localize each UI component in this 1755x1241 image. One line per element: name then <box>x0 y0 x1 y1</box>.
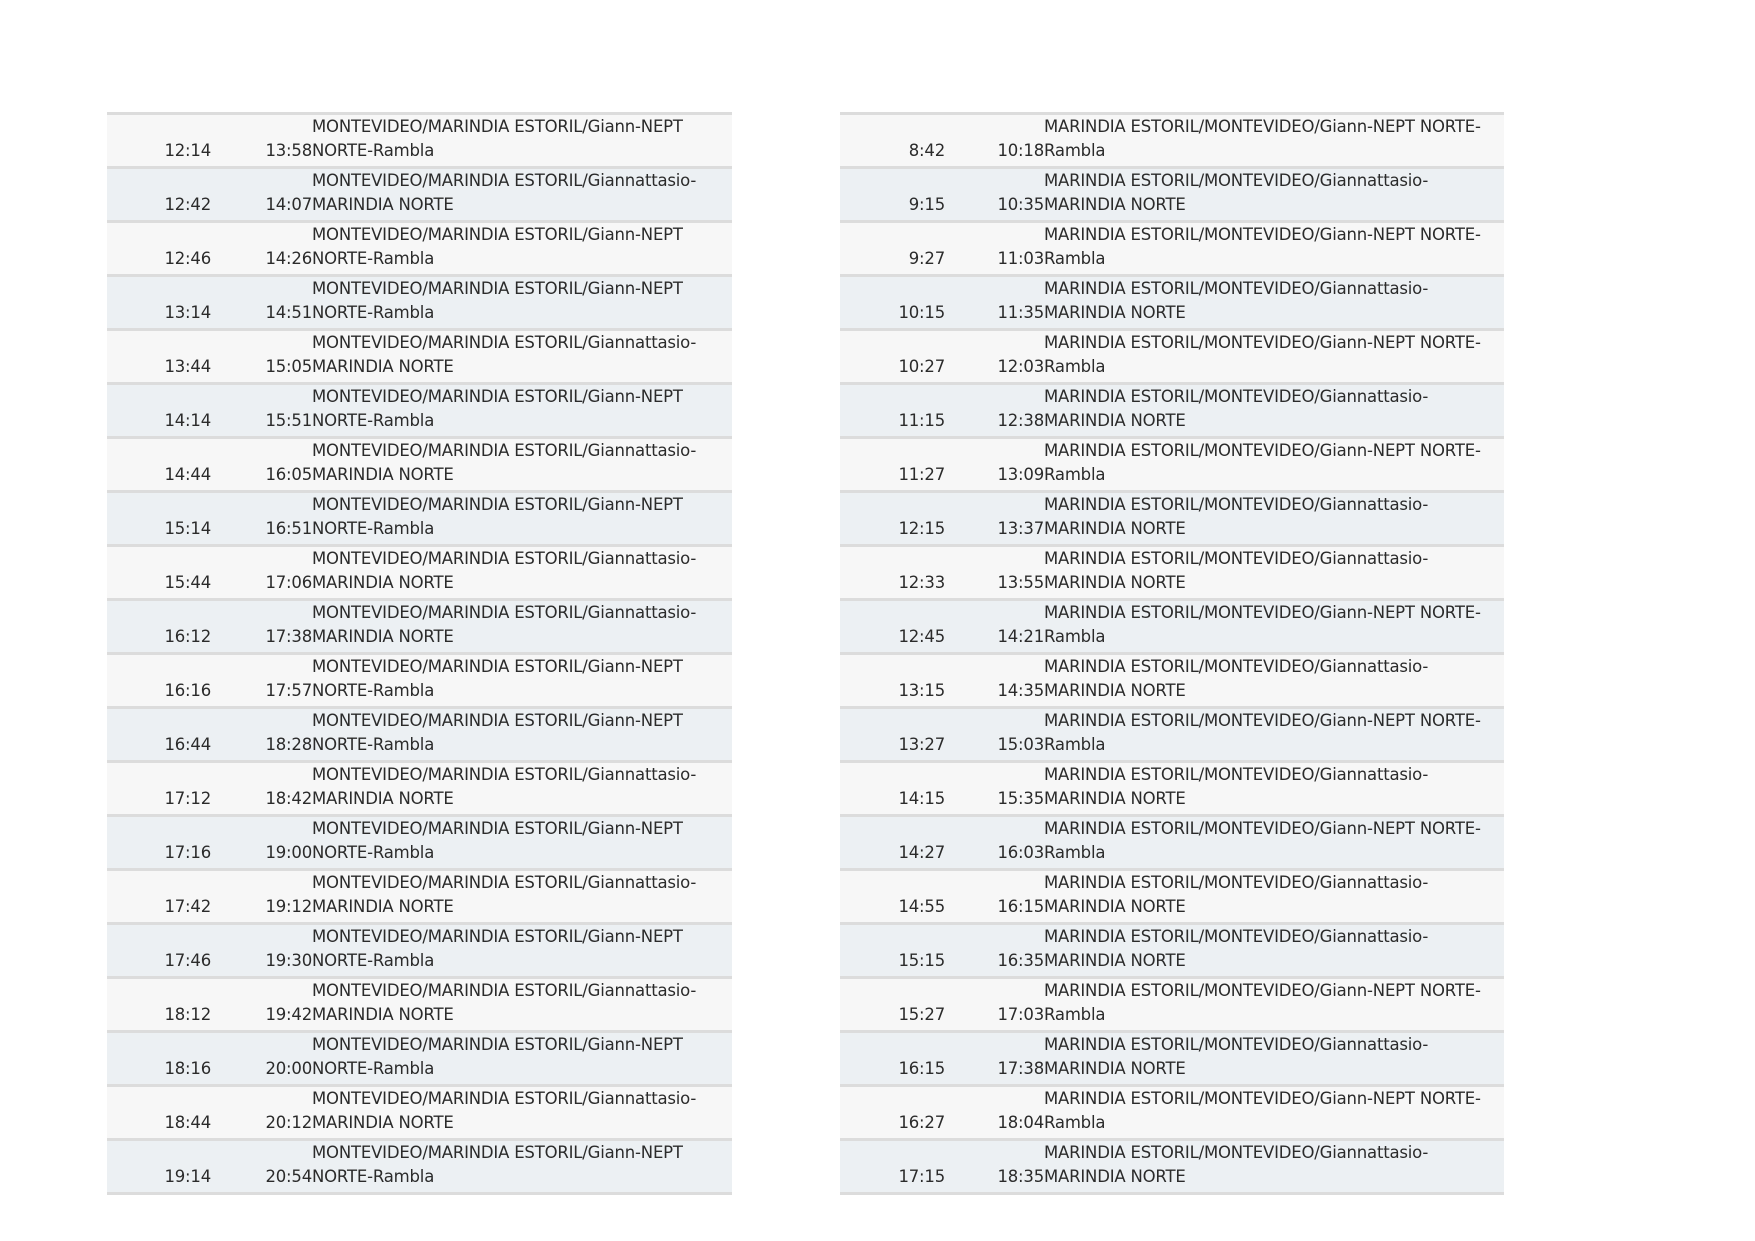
route-description: MONTEVIDEO/MARINDIA ESTORIL/Giann-NEPT NORTE-Rambla <box>312 279 683 322</box>
route-description: MONTEVIDEO/MARINDIA ESTORIL/Giannattasio-MARINDIA NORTE <box>312 549 697 592</box>
table-row <box>107 816 732 870</box>
route-description: MONTEVIDEO/MARINDIA ESTORIL/Giann-NEPT NORTE-Rambla <box>312 711 683 754</box>
route-description: MONTEVIDEO/MARINDIA ESTORIL/Giann-NEPT NORTE-Rambla <box>312 387 683 430</box>
table-row <box>107 1032 732 1086</box>
table-row <box>107 114 732 168</box>
route-description: MONTEVIDEO/MARINDIA ESTORIL/Giann-NEPT NORTE-Rambla <box>312 1143 683 1186</box>
arrival-time: 17:57 <box>265 681 312 700</box>
route-description: MONTEVIDEO/MARINDIA ESTORIL/Giann-NEPT NORTE-Rambla <box>312 657 683 700</box>
departure-time: 13:44 <box>164 357 211 376</box>
arrival-time: 11:35 <box>997 303 1044 322</box>
arrival-time: 16:35 <box>997 951 1044 970</box>
table-row <box>840 816 1504 870</box>
departure-time: 12:42 <box>164 195 211 214</box>
arrival-time: 13:37 <box>997 519 1044 538</box>
departure-time: 9:15 <box>908 195 945 214</box>
arrival-time: 20:12 <box>265 1113 312 1132</box>
arrival-time: 17:38 <box>265 627 312 646</box>
route-description: MARINDIA ESTORIL/MONTEVIDEO/Giannattasio-MARINDIA NORTE <box>1044 927 1429 970</box>
table-row <box>107 1140 732 1194</box>
departure-time: 17:16 <box>164 843 211 862</box>
departure-time: 17:42 <box>164 897 211 916</box>
arrival-time: 17:06 <box>265 573 312 592</box>
arrival-time: 17:38 <box>997 1059 1044 1078</box>
arrival-time: 14:35 <box>997 681 1044 700</box>
route-description: MARINDIA ESTORIL/MONTEVIDEO/Giannattasio-MARINDIA NORTE <box>1044 873 1429 916</box>
arrival-time: 18:42 <box>265 789 312 808</box>
departure-time: 18:44 <box>164 1113 211 1132</box>
departure-time: 18:12 <box>164 1005 211 1024</box>
table-row <box>107 438 732 492</box>
departure-time: 14:44 <box>164 465 211 484</box>
route-description: MONTEVIDEO/MARINDIA ESTORIL/Giann-NEPT NORTE-Rambla <box>312 819 683 862</box>
route-description: MONTEVIDEO/MARINDIA ESTORIL/Giann-NEPT NORTE-Rambla <box>312 225 683 268</box>
table-row <box>840 762 1504 816</box>
table-row <box>107 762 732 816</box>
departure-time: 16:16 <box>164 681 211 700</box>
route-description: MARINDIA ESTORIL/MONTEVIDEO/Giann-NEPT NORTE-Rambla <box>1044 819 1481 862</box>
departure-time: 10:27 <box>898 357 945 376</box>
table-row <box>107 222 732 276</box>
table-row <box>840 276 1504 330</box>
table-row <box>107 600 732 654</box>
arrival-time: 12:38 <box>997 411 1044 430</box>
arrival-time: 15:05 <box>265 357 312 376</box>
departure-time: 8:42 <box>908 141 945 160</box>
table-row <box>107 924 732 978</box>
arrival-time: 20:00 <box>265 1059 312 1078</box>
departure-time: 10:15 <box>898 303 945 322</box>
route-description: MARINDIA ESTORIL/MONTEVIDEO/Giannattasio-MARINDIA NORTE <box>1044 495 1429 538</box>
route-description: MARINDIA ESTORIL/MONTEVIDEO/Giannattasio-MARINDIA NORTE <box>1044 549 1429 592</box>
route-description: MARINDIA ESTORIL/MONTEVIDEO/Giannattasio-MARINDIA NORTE <box>1044 765 1429 808</box>
arrival-time: 18:04 <box>997 1113 1044 1132</box>
route-description: MARINDIA ESTORIL/MONTEVIDEO/Giannattasio-MARINDIA NORTE <box>1044 657 1429 700</box>
table-row <box>840 1086 1504 1140</box>
departure-time: 13:14 <box>164 303 211 322</box>
route-description: MONTEVIDEO/MARINDIA ESTORIL/Giannattasio-MARINDIA NORTE <box>312 441 697 484</box>
arrival-time: 10:18 <box>997 141 1044 160</box>
arrival-time: 10:35 <box>997 195 1044 214</box>
arrival-time: 18:35 <box>997 1167 1044 1186</box>
departure-time: 14:27 <box>898 843 945 862</box>
table-row <box>107 978 732 1032</box>
route-description: MONTEVIDEO/MARINDIA ESTORIL/Giannattasio-MARINDIA NORTE <box>312 333 697 376</box>
table-row <box>840 438 1504 492</box>
timetable-right <box>840 112 1504 1195</box>
route-description: MONTEVIDEO/MARINDIA ESTORIL/Giann-NEPT NORTE-Rambla <box>312 117 683 160</box>
departure-time: 15:14 <box>164 519 211 538</box>
table-row <box>840 330 1504 384</box>
arrival-time: 14:07 <box>265 195 312 214</box>
route-description: MARINDIA ESTORIL/MONTEVIDEO/Giann-NEPT NORTE-Rambla <box>1044 117 1481 160</box>
departure-time: 9:27 <box>908 249 945 268</box>
arrival-time: 16:05 <box>265 465 312 484</box>
departure-time: 14:14 <box>164 411 211 430</box>
route-description: MARINDIA ESTORIL/MONTEVIDEO/Giann-NEPT NORTE-Rambla <box>1044 711 1481 754</box>
table-row <box>840 978 1504 1032</box>
arrival-time: 19:00 <box>265 843 312 862</box>
table-row <box>840 114 1504 168</box>
arrival-time: 15:51 <box>265 411 312 430</box>
arrival-time: 13:09 <box>997 465 1044 484</box>
route-description: MARINDIA ESTORIL/MONTEVIDEO/Giann-NEPT NORTE-Rambla <box>1044 225 1481 268</box>
route-description: MARINDIA ESTORIL/MONTEVIDEO/Giannattasio-MARINDIA NORTE <box>1044 171 1429 214</box>
route-description: MONTEVIDEO/MARINDIA ESTORIL/Giannattasio-MARINDIA NORTE <box>312 171 697 214</box>
table-row <box>840 1140 1504 1194</box>
route-description: MONTEVIDEO/MARINDIA ESTORIL/Giannattasio-MARINDIA NORTE <box>312 765 697 808</box>
route-description: MARINDIA ESTORIL/MONTEVIDEO/Giann-NEPT NORTE-Rambla <box>1044 333 1481 376</box>
route-description: MONTEVIDEO/MARINDIA ESTORIL/Giann-NEPT NORTE-Rambla <box>312 927 683 970</box>
arrival-time: 16:03 <box>997 843 1044 862</box>
departure-time: 17:12 <box>164 789 211 808</box>
table-row <box>107 168 732 222</box>
departure-time: 11:27 <box>898 465 945 484</box>
departure-time: 12:15 <box>898 519 945 538</box>
departure-time: 12:46 <box>164 249 211 268</box>
route-description: MARINDIA ESTORIL/MONTEVIDEO/Giann-NEPT NORTE-Rambla <box>1044 441 1481 484</box>
arrival-time: 13:55 <box>997 573 1044 592</box>
arrival-time: 14:21 <box>997 627 1044 646</box>
departure-time: 16:12 <box>164 627 211 646</box>
table-row <box>840 222 1504 276</box>
route-description: MARINDIA ESTORIL/MONTEVIDEO/Giannattasio-MARINDIA NORTE <box>1044 279 1429 322</box>
route-description: MONTEVIDEO/MARINDIA ESTORIL/Giannattasio-MARINDIA NORTE <box>312 873 697 916</box>
arrival-time: 20:54 <box>265 1167 312 1186</box>
arrival-time: 18:28 <box>265 735 312 754</box>
table-row <box>107 276 732 330</box>
departure-time: 16:15 <box>898 1059 945 1078</box>
timetable-right-body <box>840 114 1504 1194</box>
table-row <box>840 168 1504 222</box>
table-row <box>107 546 732 600</box>
table-row <box>840 492 1504 546</box>
departure-time: 14:55 <box>898 897 945 916</box>
arrival-time: 19:30 <box>265 951 312 970</box>
table-row <box>107 708 732 762</box>
departure-time: 17:15 <box>898 1167 945 1186</box>
table-row <box>840 600 1504 654</box>
arrival-time: 13:58 <box>265 141 312 160</box>
timetable-left-body <box>107 114 732 1194</box>
timetable-left <box>107 112 732 1195</box>
departure-time: 12:45 <box>898 627 945 646</box>
table-row <box>840 870 1504 924</box>
table-row <box>840 654 1504 708</box>
table-row <box>107 1086 732 1140</box>
route-description: MONTEVIDEO/MARINDIA ESTORIL/Giannattasio-MARINDIA NORTE <box>312 981 697 1024</box>
arrival-time: 17:03 <box>997 1005 1044 1024</box>
arrival-time: 15:35 <box>997 789 1044 808</box>
departure-time: 15:27 <box>898 1005 945 1024</box>
arrival-time: 16:51 <box>265 519 312 538</box>
arrival-time: 14:51 <box>265 303 312 322</box>
departure-time: 12:14 <box>164 141 211 160</box>
arrival-time: 14:26 <box>265 249 312 268</box>
route-description: MONTEVIDEO/MARINDIA ESTORIL/Giann-NEPT NORTE-Rambla <box>312 495 683 538</box>
departure-time: 16:44 <box>164 735 211 754</box>
departure-time: 11:15 <box>898 411 945 430</box>
route-description: MONTEVIDEO/MARINDIA ESTORIL/Giannattasio-MARINDIA NORTE <box>312 1089 697 1132</box>
arrival-time: 19:42 <box>265 1005 312 1024</box>
route-description: MARINDIA ESTORIL/MONTEVIDEO/Giannattasio-MARINDIA NORTE <box>1044 1035 1429 1078</box>
departure-time: 19:14 <box>164 1167 211 1186</box>
route-description: MARINDIA ESTORIL/MONTEVIDEO/Giann-NEPT NORTE-Rambla <box>1044 1089 1481 1132</box>
table-row <box>840 708 1504 762</box>
table-row <box>840 384 1504 438</box>
table-row <box>840 924 1504 978</box>
route-description: MONTEVIDEO/MARINDIA ESTORIL/Giann-NEPT NORTE-Rambla <box>312 1035 683 1078</box>
departure-time: 13:27 <box>898 735 945 754</box>
table-row <box>107 384 732 438</box>
arrival-time: 15:03 <box>997 735 1044 754</box>
table-row <box>107 870 732 924</box>
departure-time: 16:27 <box>898 1113 945 1132</box>
departure-time: 12:33 <box>898 573 945 592</box>
table-row <box>840 1032 1504 1086</box>
arrival-time: 16:15 <box>997 897 1044 916</box>
arrival-time: 11:03 <box>997 249 1044 268</box>
departure-time: 15:15 <box>898 951 945 970</box>
table-row <box>107 654 732 708</box>
route-description: MARINDIA ESTORIL/MONTEVIDEO/Giannattasio-MARINDIA NORTE <box>1044 387 1429 430</box>
departure-time: 15:44 <box>164 573 211 592</box>
table-row <box>107 492 732 546</box>
route-description: MARINDIA ESTORIL/MONTEVIDEO/Giann-NEPT NORTE-Rambla <box>1044 603 1481 646</box>
table-row <box>107 330 732 384</box>
departure-time: 14:15 <box>898 789 945 808</box>
arrival-time: 12:03 <box>997 357 1044 376</box>
departure-time: 18:16 <box>164 1059 211 1078</box>
arrival-time: 19:12 <box>265 897 312 916</box>
table-row <box>840 546 1504 600</box>
route-description: MARINDIA ESTORIL/MONTEVIDEO/Giannattasio-MARINDIA NORTE <box>1044 1143 1429 1186</box>
departure-time: 17:46 <box>164 951 211 970</box>
route-description: MARINDIA ESTORIL/MONTEVIDEO/Giann-NEPT NORTE-Rambla <box>1044 981 1481 1024</box>
departure-time: 13:15 <box>898 681 945 700</box>
route-description: MONTEVIDEO/MARINDIA ESTORIL/Giannattasio-MARINDIA NORTE <box>312 603 697 646</box>
